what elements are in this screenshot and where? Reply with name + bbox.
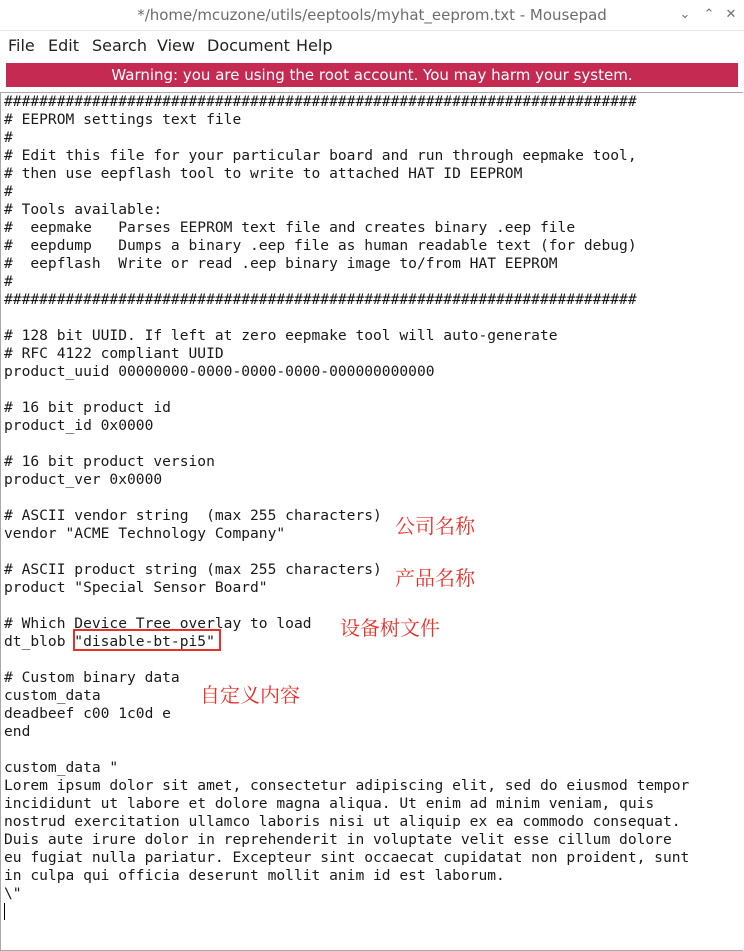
editor-line[interactable]: # 128 bit UUID. If left at zero eepmake tool will auto-generate xyxy=(4,327,558,344)
editor-line[interactable]: # Edit this file for your particular board and run through eepmake tool, xyxy=(4,147,637,164)
editor-line[interactable]: dt_blob "disable-bt-pi5" xyxy=(4,633,215,650)
editor-line[interactable]: \" xyxy=(4,885,22,902)
editor-line[interactable]: Duis aute irure dolor in reprehenderit in voluptate velit esse cillum dolore xyxy=(4,831,672,848)
editor-line[interactable]: ######################################################################## xyxy=(4,291,637,308)
menu-search[interactable]: Search xyxy=(92,36,147,55)
editor-line[interactable]: vendor "ACME Technology Company" xyxy=(4,525,286,542)
annotation-vendor: 公司名称 xyxy=(395,514,475,538)
editor-line[interactable]: # eepdump Dumps a binary .eep file as human readable text (for debug) xyxy=(4,237,637,254)
editor-line[interactable]: # xyxy=(4,129,13,146)
dt-blob-highlight-box xyxy=(73,629,221,651)
editor-line[interactable]: ######################################################################## xyxy=(4,93,637,110)
maximize-icon[interactable]: ⌃ xyxy=(703,7,715,22)
editor-line[interactable]: # Which Device Tree overlay to load xyxy=(4,615,312,632)
window-title: */home/mcuzone/utils/eeptools/myhat_eeprom.txt - Mousepad xyxy=(137,6,607,24)
editor-line[interactable]: incididunt ut labore et dolore magna aliqua. Ut enim ad minim veniam, quis xyxy=(4,795,655,812)
editor-line[interactable]: product "Special Sensor Board" xyxy=(4,579,268,596)
editor-line[interactable]: # RFC 4122 compliant UUID xyxy=(4,345,224,362)
editor-line[interactable]: # EEPROM settings text file xyxy=(4,111,242,128)
editor-line[interactable] xyxy=(4,651,689,669)
editor-line[interactable]: Lorem ipsum dolor sit amet, consectetur adipiscing elit, sed do eiusmod tempor xyxy=(4,777,690,794)
editor-line[interactable]: nostrud exercitation ullamco laboris nisi ut aliquip ex ea commodo consequat. xyxy=(4,813,681,830)
editor-line[interactable]: # xyxy=(4,183,13,200)
editor-line[interactable] xyxy=(4,381,689,399)
annotation-custom-data: 自定义内容 xyxy=(200,683,300,707)
text-editor-area[interactable] xyxy=(0,92,743,951)
annotation-dtblob: 设备树文件 xyxy=(340,616,440,640)
editor-line[interactable]: end xyxy=(4,723,31,740)
editor-line[interactable]: product_id 0x0000 xyxy=(4,417,154,434)
editor-text[interactable] xyxy=(4,93,689,921)
editor-caret-line[interactable] xyxy=(4,903,689,921)
editor-line[interactable]: # Tools available: xyxy=(4,201,163,218)
editor-line[interactable]: product_uuid 00000000-0000-0000-0000-000000000000 xyxy=(4,363,435,380)
editor-line[interactable]: # ASCII product string (max 255 characters) xyxy=(4,561,382,578)
menu-document[interactable]: Document xyxy=(207,36,290,55)
menu-file[interactable]: File xyxy=(8,36,35,55)
editor-line[interactable]: product_ver 0x0000 xyxy=(4,471,163,488)
editor-line[interactable]: # ASCII vendor string (max 255 characters) xyxy=(4,507,382,524)
title-bar xyxy=(0,0,744,31)
editor-line[interactable]: custom_data xyxy=(4,687,101,704)
editor-line[interactable]: # eepmake Parses EEPROM text file and creates binary .eep file xyxy=(4,219,576,236)
editor-line[interactable] xyxy=(4,741,689,759)
editor-line[interactable]: # then use eepflash tool to write to attached HAT ID EEPROM xyxy=(4,165,523,182)
editor-line[interactable]: custom_data " xyxy=(4,759,119,776)
editor-line[interactable]: # eepflash Write or read .eep binary image to/from HAT EEPROM xyxy=(4,255,558,272)
editor-line[interactable]: # Custom binary data xyxy=(4,669,180,686)
menu-view[interactable]: View xyxy=(157,36,195,55)
editor-line[interactable]: # xyxy=(4,273,13,290)
close-icon[interactable]: ✕ xyxy=(725,7,737,22)
editor-line[interactable] xyxy=(4,543,689,561)
text-caret xyxy=(4,903,5,920)
minimize-icon[interactable]: ⌄ xyxy=(679,7,691,22)
root-warning-banner: Warning: you are using the root account. You may harm your system. xyxy=(6,63,738,87)
editor-line[interactable]: eu fugiat nulla pariatur. Excepteur sint occaecat cupidatat non proident, sunt xyxy=(4,849,690,866)
editor-line[interactable] xyxy=(4,489,689,507)
menu-bar xyxy=(0,31,744,60)
editor-line[interactable]: # 16 bit product id xyxy=(4,399,171,416)
editor-line[interactable]: deadbeef c00 1c0d e xyxy=(4,705,171,722)
editor-line[interactable] xyxy=(4,435,689,453)
editor-line[interactable]: in culpa qui officia deserunt mollit anim id est laborum. xyxy=(4,867,505,884)
editor-line[interactable] xyxy=(4,309,689,327)
editor-line[interactable]: # 16 bit product version xyxy=(4,453,215,470)
menu-help[interactable]: Help xyxy=(296,36,333,55)
annotation-product: 产品名称 xyxy=(395,566,475,590)
menu-edit[interactable]: Edit xyxy=(48,36,79,55)
